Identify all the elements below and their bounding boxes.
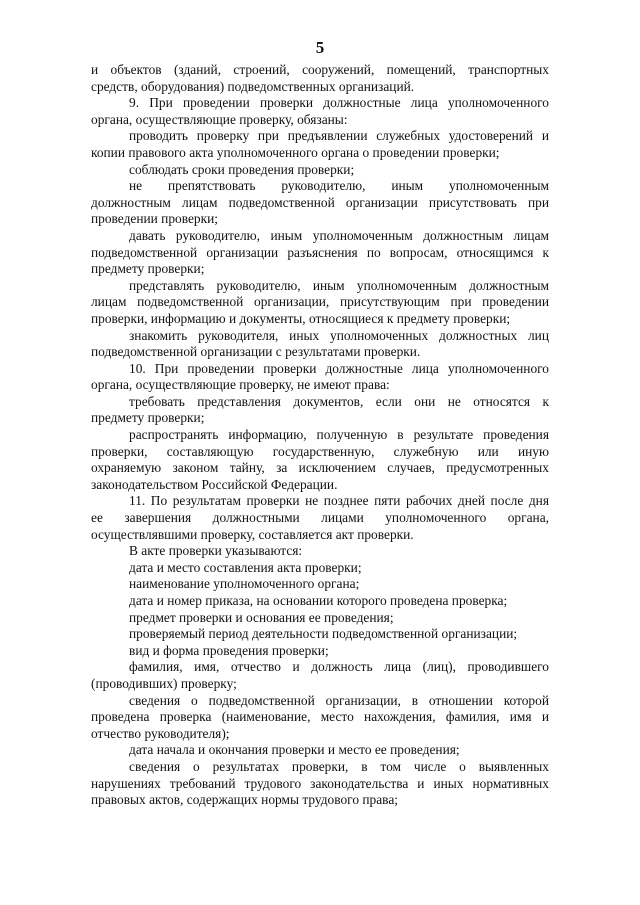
text-line: дата и номер приказа, на основании которого проведена проверка; [129,593,508,608]
text-line: предмету проверки; [91,261,205,277]
text-line: предмету проверки; [91,410,205,426]
text-line: копии правового акта уполномоченного органа о проведении проверки; [91,144,500,160]
text-line: нарушениях требований трудового законодательства и иных нормативных [91,775,549,791]
text-line: дата и место составления акта проверки; [129,559,362,575]
text-line: 9. При проведении проверки должностные лица уполномоченного [129,95,549,111]
text-line: вид и форма проведения проверки; [129,642,329,658]
text-line: не препятствовать руководителю, иным уполномоченным [129,178,549,194]
text-line: охраняемую законом тайну, за исключением случаев, предусмотренных [91,460,549,476]
text-line: соблюдать сроки проведения проверки; [129,161,355,177]
text-line: должностным лицам подведомственной организации присутствовать при [91,194,549,210]
text-line: давать руководителю, иным уполномоченным должностным лицам [129,227,549,243]
text-line: проведена проверка (наименование, место нахождения, фамилия, имя и [91,709,549,725]
text-line: требовать представления документов, если они не относятся к [129,393,549,409]
text-line: подведомственной организации разъяснения по вопросам, относящимся к [91,244,549,260]
text-line: предмет проверки и основания ее проведения; [129,609,394,625]
text-line: средств, оборудования) подведомственных организаций. [91,78,415,94]
text-line: осуществлявшими проверку, составляется акт проверки. [91,526,414,542]
text-line: 11. По результатам проверки не позднее пяти рабочих дней после дня [129,493,549,509]
text-line: проверки, информацию и документы, относящиеся к предмету проверки; [91,310,511,326]
text-line: правовых актов, содержащих нормы трудового права; [91,792,398,808]
text-line: дата начала и окончания проверки и место ее проведения; [129,742,460,758]
text-line: лицам подведомственной организации, присутствующим при проведении [91,294,549,310]
text-line: наименование уполномоченного органа; [129,576,360,592]
text-line: проверки, составляющую государственную, служебную или иную [91,443,549,459]
text-line: В акте проверки указываются: [129,543,303,559]
text-line: законодательством Российской Федерации. [91,476,338,492]
text-line: представлять руководителю, иным уполномоченным должностным [129,277,549,293]
text-line: фамилия, имя, отчество и должность лица (лиц), проводившего [129,659,549,675]
text-line: сведения о подведомственной организации, в отношении которой [129,692,549,708]
text-line: подведомственной организации с результатами проверки. [91,344,421,360]
text-line: распространять информацию, полученную в результате проведения [129,427,549,443]
text-line: ее завершения должностными лицами уполномоченного органа, [91,510,549,526]
text-line: проверяемый период деятельности подведомственной организации; [129,626,518,642]
text-line: 10. При проведении проверки должностные лица уполномоченного [129,360,549,376]
text-line: органа, осуществляющие проверку, обязаны: [91,111,348,127]
text-line: знакомить руководителя, иных уполномоченных должностных лиц [129,327,549,343]
text-line: органа, осуществляющие проверку, не имеют права: [91,377,390,393]
text-line: проведении проверки; [91,211,219,227]
text-line: и объектов (зданий, строений, сооружений, помещений, транспортных [91,62,549,77]
text-line: отчество руководителя); [91,725,230,741]
text-line: проводить проверку при предъявлении служебных удостоверений и [129,128,549,144]
page-number: 5 [315,38,325,57]
document-body [91,62,549,809]
text-line: (проводивших) проверку; [91,675,237,691]
text-line: сведения о результатах проверки, в том числе о выявленных [129,758,549,774]
